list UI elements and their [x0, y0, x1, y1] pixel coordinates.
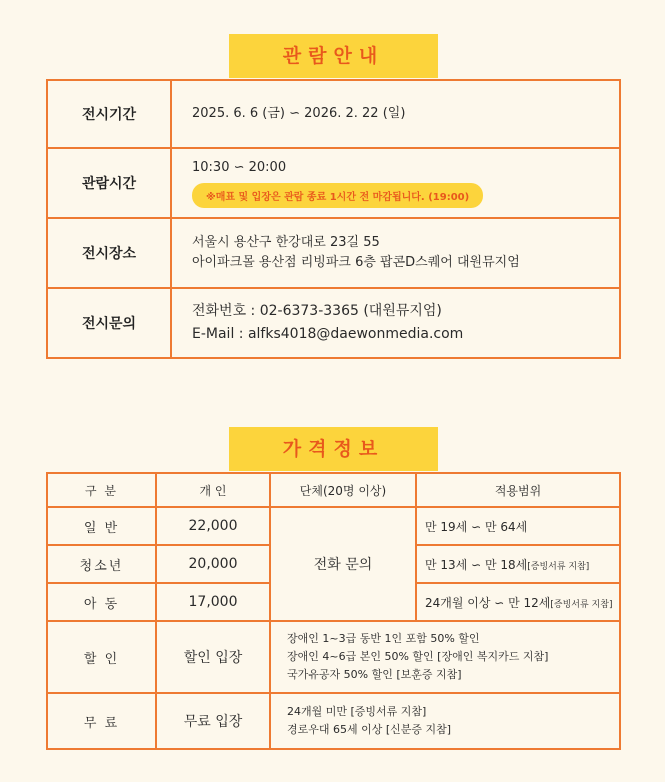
- category-cell: 일 반: [47, 507, 156, 545]
- header-individual: 개 인: [156, 473, 270, 507]
- range-text: 만 19세 ∽ 만 64세: [425, 519, 528, 534]
- discount-conditions: [270, 621, 620, 693]
- row-value: [171, 80, 620, 148]
- closing-note-badge: ※매표 및 입장은 관람 종료 1시간 전 마감됩니다. (19:00): [192, 183, 483, 208]
- group-price-cell: 전화 문의: [270, 507, 416, 621]
- row-value: [171, 218, 620, 288]
- range-cell: [416, 507, 620, 545]
- range-cell: [416, 583, 620, 621]
- row-label: 전시장소: [47, 218, 171, 288]
- header-group: 단체(20명 이상): [270, 473, 416, 507]
- range-note: [증빙서류 지참]: [550, 599, 613, 610]
- price-table: [46, 472, 621, 750]
- row-label: 전시기간: [47, 80, 171, 148]
- price-cell: 17,000: [156, 583, 270, 621]
- free-conditions: [270, 693, 620, 749]
- price-cell: 20,000: [156, 545, 270, 583]
- table-row: [47, 148, 620, 218]
- row-label: 전시문의: [47, 288, 171, 358]
- table-row: [47, 288, 620, 358]
- address-line-1: 서울시 용산구 한강대로 23길 55: [192, 235, 380, 250]
- row-label: 관람시간: [47, 148, 171, 218]
- condition-line: 장애인 4~6급 본인 50% 할인 [장애인 복지카드 지참]: [287, 650, 549, 663]
- table-row: [47, 80, 620, 148]
- table-row: [47, 693, 620, 749]
- range-note: [증빙서류 지참]: [527, 561, 590, 572]
- phone-number: 전화번호 : 02-6373-3365 (대원뮤지엄): [192, 303, 442, 319]
- range-cell: [416, 545, 620, 583]
- condition-line: 경로우대 65세 이상 [신분증 지참]: [287, 723, 452, 736]
- viewing-info-table: [46, 79, 621, 359]
- price-info-title: 가격정보: [229, 427, 438, 471]
- row-value: [171, 148, 620, 218]
- range-text: 24개월 이상 ∽ 만 12세: [425, 595, 551, 610]
- opening-hours: 10:30 ∽ 20:00: [192, 160, 287, 175]
- header-range: 적용범위: [416, 473, 620, 507]
- viewing-info-title: 관람안내: [229, 34, 438, 78]
- table-row: [47, 507, 620, 545]
- email-address[interactable]: E-Mail : alfks4018@daewonmedia.com: [192, 326, 464, 342]
- row-value: [171, 288, 620, 358]
- table-header-row: [47, 473, 620, 507]
- category-cell: 청소년: [47, 545, 156, 583]
- condition-line: 장애인 1~3급 동반 1인 포함 50% 할인: [287, 632, 480, 645]
- category-cell: 아 동: [47, 583, 156, 621]
- header-category: 구 분: [47, 473, 156, 507]
- range-text: 만 13세 ∽ 만 18세: [425, 557, 528, 572]
- price-cell: 무료 입장: [156, 693, 270, 749]
- price-cell: 22,000: [156, 507, 270, 545]
- table-row: [47, 621, 620, 693]
- exhibition-period: 2025. 6. 6 (금) ∽ 2026. 2. 22 (일): [192, 106, 406, 121]
- category-cell: 할 인: [47, 621, 156, 693]
- condition-line: 24개월 미만 [증빙서류 지참]: [287, 705, 427, 718]
- address-line-2: 아이파크몰 용산점 리빙파크 6층 팝콘D스퀘어 대원뮤지엄: [192, 255, 520, 270]
- table-row: [47, 218, 620, 288]
- category-cell: 무 료: [47, 693, 156, 749]
- condition-line: 국가유공자 50% 할인 [보훈증 지참]: [287, 668, 462, 681]
- price-cell: 할인 입장: [156, 621, 270, 693]
